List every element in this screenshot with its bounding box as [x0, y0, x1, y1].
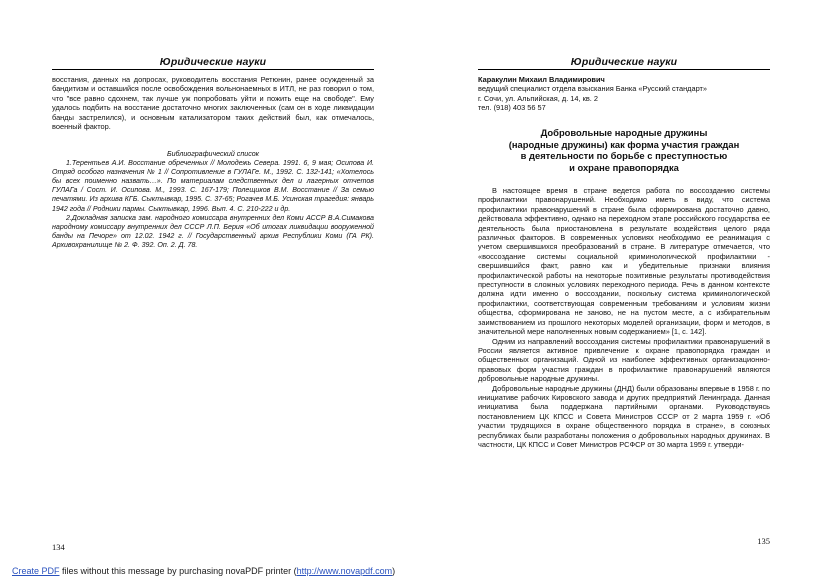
bibliography-heading: Библиографический список — [166, 150, 260, 158]
pdf-watermark-footer — [12, 566, 395, 576]
author-address: г. Сочи, ул. Альпийская, д. 14, кв. 2 — [478, 93, 599, 103]
header-rule-right — [478, 69, 770, 70]
author-phone: тел. (918) 403 56 57 — [478, 103, 546, 113]
running-head-left: Юридические науки — [159, 56, 267, 68]
right-body-text — [478, 186, 770, 449]
reference-item: 1.Терентьев А.И. Восстание обреченных // Молодежь Севера. 1991. 6, 9 мая; Осипова И. Отряд особого назначения № 1 // Сопротивление в ГУЛАГе. М., 1992. С. 132-141; «Хотелось бы всех поименно назвать…». По материалам следственных дел и лагерных отчетов ГУЛАГа / Сост. И. Осипова. М., 1993. С. 167-179; Полещиков В.М. Восстание // За семью печатями. Из архива КГБ. Сыктывкар, 1995. С. 37-65; Рогачев М.Б. Усинская трагедия: январь 1942 года // Родники пармы. Сыктывкар, 1996. Вып. 4. С. 210-222 и др. — [52, 159, 374, 213]
title-line: (народные дружины) как форма участия граждан — [508, 138, 740, 150]
author-name: Каракулин Михаил Владимирович — [478, 75, 605, 84]
title-line: и охране правопорядка — [569, 161, 679, 173]
author-position: ведущий специалист отдела взыскания Банка «Русский стандарт» — [478, 84, 708, 94]
bibliography — [52, 150, 374, 250]
left-body-text — [52, 75, 374, 131]
footer-text: files without this message by purchasing novaPDF printer ( — [59, 566, 297, 576]
article-paragraph: В настоящее время в стране ведется работа по воссозданию системы профилактики правонарушений. Необходимо иметь в виду, что система профилактики правонарушений в стране была сформирована достаточно давно, действовала эффективно, однако на переходном этапе российского государства ее деятельность была приостановлена в результате воздействия целого ряда различных факторов. В современных условиях необходимо ее реанимация с учетом свершившихся преобразований в стране. В литературе отмечается, что «воссоздание системы социальной криминологической профилактики - свершившийся факт, равно как и убедительные признаки влияния профилактической работы на некоторые позитивные результаты противодействия преступности в сложных условиях переходного периода. Речь в данном контексте должна идти именно о воссоздании, поскольку система криминологической профилактики, соответствующая современным требованиям и условиям жизни общества, сформирована не заново, не на пустом месте, а с избирательным заимствованием из прошлого некоторых моделей организации, форм и методов, в значительной мере наполненных новым содержанием» [1, с. 142]. — [478, 186, 770, 337]
article-paragraph: Добровольные народные дружины (ДНД) были образованы впервые в 1958 г. по инициативе рабочих Кировского завода и других предприятий Ленинграда. Данная инициатива была поддержана партийными органами. Руководствуясь постановлением ЦК КПСС и Совета Министров СССР от 2 марта 1959 г. «Об участии трудящихся в охране общественного порядка в стране», в союзных республиках были разработаны положения о добровольных народных дружинах. В частности, ЦК КПСС и Совет Министров РСФСР от 30 марта 1959 г. утверди- — [478, 383, 770, 449]
header-rule-left — [52, 69, 374, 70]
left-page — [52, 0, 374, 560]
create-pdf-link[interactable]: Create PDF — [12, 566, 60, 576]
running-head-right: Юридические науки — [570, 56, 678, 68]
novapdf-link[interactable]: http://www.novapdf.com — [296, 566, 393, 576]
reference-item: 2.Докладная записка зам. народного комиссара внутренних дел Коми АССР В.А.Симакова народному комиссару внутренних дел СССР Л.П. Берия «Об итогах ликвидации вооруженной банды на Печоре» от 12.02. 1942 г. // Государственный архив Республики Коми (ГА РК). Архивохранилище № 2. Ф. 392. Оп. 2. Д. 78. — [52, 213, 374, 249]
title-line: Добровольные народные дружины — [540, 127, 708, 138]
author-info — [478, 75, 770, 113]
title-line: в деятельности по борьбе с преступностью — [520, 150, 728, 162]
footer-text-end: ) — [392, 566, 396, 576]
right-page — [478, 0, 770, 560]
page-number-left: 134 — [52, 542, 65, 552]
left-paragraph: восстания, данных на допросах, руководитель восстания Ретюнин, ранее осужденный за бандитизм и оставшийся после освобождения вольнонаемных в ИТЛ, не раз говорил о том, что "все равно сдохнем, так лучше уж попробовать уйти и пожить еще на свободе". Ему удалось подбить на восстание достаточно многих заключенных (сам он в ходе ликвидации банды застрелился), и основным катализатором таких действий был, как отмечалось, военный фактор. — [52, 75, 374, 132]
article-title — [478, 127, 770, 173]
article-paragraph: Одним из направлений воссоздания системы профилактики правонарушений в России является активное привлечение к охране правопорядка граждан и общественных организаций. Одной из наиболее эффективных организационно-правовых форм участия граждан в профилактике правонарушений являются добровольные народные дружины. — [478, 336, 770, 384]
page-number-right: 135 — [757, 536, 770, 546]
